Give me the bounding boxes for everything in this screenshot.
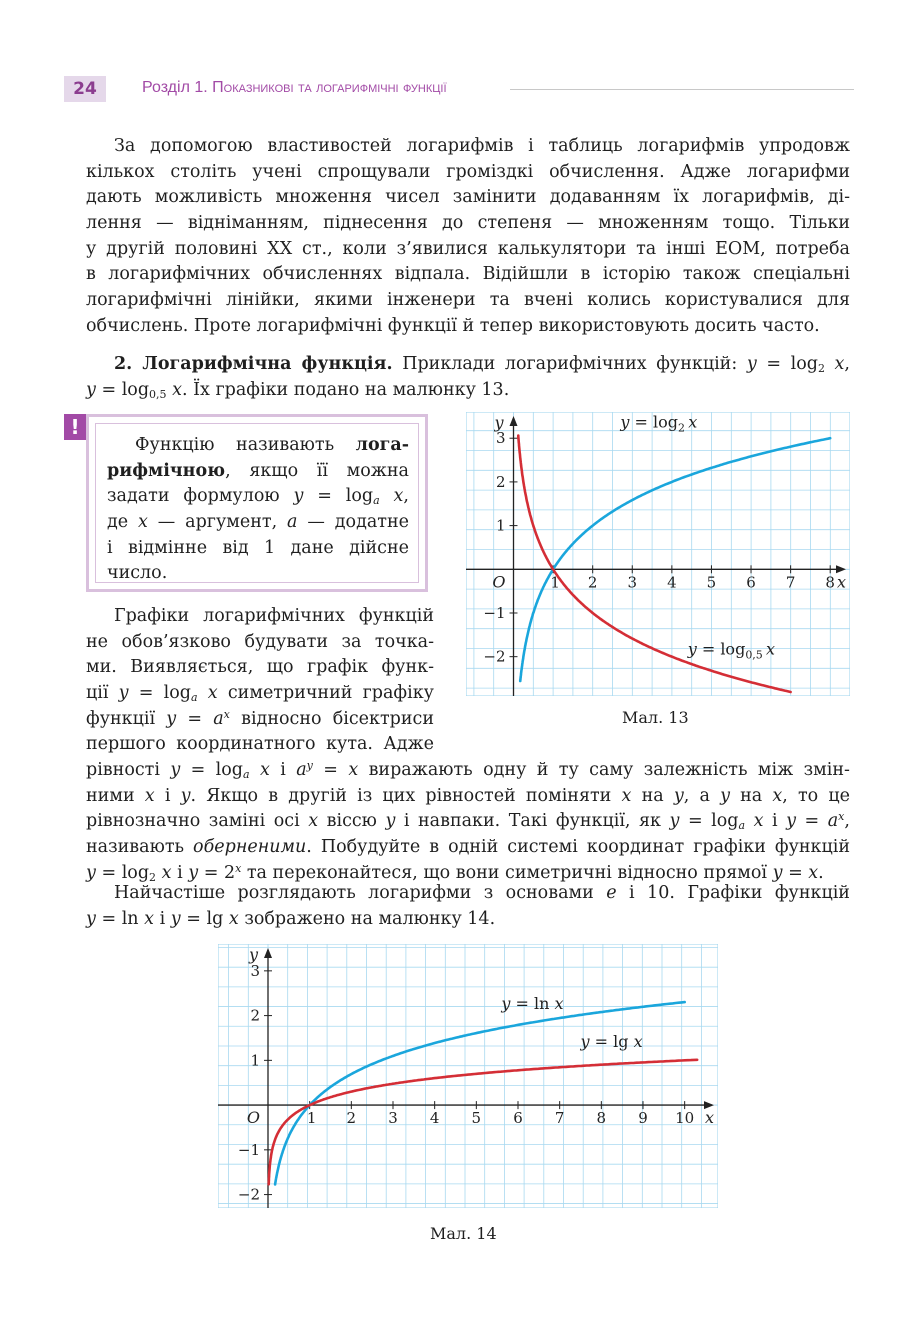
page-number: 24 [64,76,106,102]
text-fragment: Приклади логарифмічних функцій: [402,354,738,374]
y-tick-label: 1 [250,1051,260,1070]
math-num: 2 [223,862,236,883]
math-var: x [772,785,783,806]
math-var: y [669,811,680,832]
chapter-title [142,79,447,97]
math-var: y [166,708,177,729]
math-sup: y [306,759,313,772]
math-op: = [198,862,224,883]
paragraph-ln-lg [86,881,850,932]
x-tick-label: 4 [667,573,677,592]
text-line: першого координатного кута. Адже [86,734,434,755]
text-fragment: зображено на малюнку 14. [244,908,496,929]
text-fragment: на [641,785,664,806]
math-var: x [207,683,218,704]
math-var: x [348,760,359,780]
math-sub: 2 [149,870,157,884]
math-var: y [673,785,684,806]
math-sub: 2 [817,362,825,375]
y-tick-label: 3 [250,961,260,980]
text-line [86,907,850,933]
text-fragment: відносно бісектриси [241,708,434,729]
x-tick-label: 9 [638,1109,648,1128]
text-fragment: ції [86,683,109,704]
x-tick-label: 2 [587,573,598,592]
math-var: x [834,354,845,374]
math-var: y [170,908,181,929]
text-fragment: Функцію називають [135,435,335,455]
math-var: y [188,862,199,883]
math-fn: log [345,486,374,507]
math-var: y [118,683,129,704]
x-tick-label: 7 [554,1109,565,1128]
math-var: y [746,354,757,374]
paragraph-graphs-full [86,758,850,886]
math-sup: x [838,810,845,824]
math-sub: a [373,494,380,508]
text-line [86,835,850,861]
math-op: = [312,760,349,780]
text-line: у другій половині XX ст., коли з’явилися калькулятори та інші ЕОМ, потреба [86,238,850,259]
text-line [86,758,850,784]
text-fragment: де [107,512,129,533]
x-tick-label: 7 [785,573,796,592]
origin-label: O [246,1108,260,1128]
series-label: y = lg x [580,1031,643,1051]
y-axis-label: y [494,413,504,432]
math-op: = [176,708,214,729]
text-fragment: , а [683,785,710,806]
text-line: За допомогою властивостей логарифмів і таблиць логарифмів упродовж [114,136,850,156]
text-fragment: , то це [782,785,850,806]
y-tick-label: −2 [237,1185,260,1204]
text-line: задати формулою $y = \log_a x$, [107,486,409,508]
text-line [86,681,434,707]
x-tick-label: 6 [513,1109,523,1128]
y-tick-label: 2 [250,1006,260,1025]
x-axis-label: x [704,1108,714,1128]
y-tick-label: −1 [237,1140,260,1159]
text-fragment: — аргумент, [157,512,278,533]
origin-label: O [492,572,506,592]
text-line: і відмінне від 1 дане дійсне [107,537,409,558]
math-op: = [95,862,122,883]
math-var: x [621,785,632,806]
math-op: = [796,811,828,832]
math-var: y [86,908,96,929]
math-var: y [86,862,96,883]
text-fragment: і 10. Графіки функцій [629,883,850,903]
text-fragment: . Побудуйте в одній системі координат графіки функцій [306,837,850,858]
text-fragment: — додатне [307,512,409,533]
term: лога- [355,435,409,455]
math-var: y [180,785,191,806]
math-op: = [756,354,791,374]
text-fragment: називають [86,837,185,858]
text-fragment: і [280,760,286,780]
grid-frame [218,944,718,1208]
x-tick-label: 3 [627,573,638,592]
x-tick-label: 4 [429,1109,440,1128]
text-fragment: симетричний графіку [227,683,434,704]
text-fragment: і [159,908,166,929]
math-var: y [786,811,797,832]
figure-caption-14: Мал. 14 [430,1224,497,1243]
chapter-label: Розділ 1. [142,79,208,96]
math-var: x [393,486,404,507]
math-var: x [808,862,819,883]
header-rule [510,89,854,90]
definition-text [107,433,409,587]
text-fragment: на [740,785,763,806]
math-sup: x [223,707,230,721]
text-line [107,510,409,536]
math-var: x [161,862,172,883]
emphasis: оберненими [193,837,307,858]
math-var: y [293,486,304,507]
math-var: a [287,512,298,533]
text-line [86,707,434,733]
x-tick-label: 2 [346,1109,357,1128]
x-tick-label: 8 [596,1109,607,1128]
math-sup: x [235,861,242,875]
math-var: x [144,785,155,806]
text-line: кількох століть учені спрощували громіздкі обчислення. Адже логарифми [86,161,850,182]
chapter-name: Показникові та логарифмічні функції [212,79,447,96]
math-op: = [95,379,122,400]
text-fragment: . Якщо в другій із цих рівностей поміняти [190,785,612,806]
math-fn: log [121,862,150,883]
math-sub: a [738,819,746,833]
y-tick-label: 2 [495,472,506,491]
text-fragment: і навпаки. Такі функції, як [403,811,661,832]
text-line: логарифмічні лінійки, якими інженери та вчені колись користувалися для [86,290,850,311]
definition-box [86,414,428,592]
math-var: a [296,760,307,780]
text-line: 2. Логарифмічна функція. Приклади логарифмічних функцій: $y = \log_2 x$, [114,354,850,375]
math-sub: a [243,768,250,781]
math-var: y [86,379,96,400]
math-var: x [259,760,270,780]
y-tick-label: 3 [495,429,506,448]
x-tick-label: 1 [306,1109,317,1128]
text-line: лення — відніманням, піднесення до степеня — множенням тощо. Тільки [86,213,850,234]
attention-icon: ! [64,414,86,440]
math-var: x [228,908,239,929]
text-fragment: Найчастіше розглядають логарифми з основами [114,883,594,903]
text-fragment: рівності [86,760,160,780]
math-sub: a [191,691,198,705]
math-var: x [144,908,155,929]
math-op: = [679,811,712,832]
math-var: a [827,811,839,832]
text-fragment: і [164,785,171,806]
math-var: y [170,760,181,780]
text-fragment: ними [86,785,135,806]
math-var: y [720,785,730,806]
text-line: число. [107,563,168,584]
math-fn: log [121,379,150,400]
x-tick-label: 10 [675,1109,695,1128]
math-var: x [172,379,182,400]
math-var: x [138,512,148,533]
math-op: = [95,908,122,929]
math-var: y [385,811,396,832]
math-fn: log [163,683,191,704]
text-fragment: , якщо її можна [225,460,409,481]
page-header [64,76,854,102]
text-fragment: задати формулою [107,486,280,507]
math-var: x [308,811,319,832]
paragraph-graphs-left [86,604,434,758]
series-label: $y = \log_2 x$ [620,412,698,435]
math-fn: ln [121,908,139,929]
math-fn: log [711,811,739,832]
y-tick-label: −2 [483,647,506,666]
y-tick-label: 1 [495,516,506,535]
term: рифмічною [107,460,226,481]
chart-fig13 [466,412,850,696]
paragraph-intro [86,134,850,340]
text-line [107,433,409,459]
x-tick-label: 5 [471,1109,482,1128]
text-line: в логарифмічних обчисленнях відпала. Відійшли в історію також спеціальні [86,264,850,285]
text-fragment: та переконайтеся, що вони симетричні відносно прямої [246,862,768,883]
x-tick-label: 6 [746,573,756,592]
text-fragment: виражають одну й ту саму залежність між змін- [368,760,850,780]
text-fragment: і [771,811,778,832]
text-line: Графіки логарифмічних функцій [114,606,434,626]
text-line: $y = \log_{0,5} x$. Їх графіки подано на малюнку 13. [86,379,510,401]
math-fn: log [790,354,818,374]
text-line [107,459,409,485]
text-fragment: рівнозначно заміні осі [86,811,300,832]
x-tick-label: 3 [388,1109,398,1128]
math-op: = [782,862,809,883]
section-heading: 2. Логарифмічна функція. [114,354,393,374]
text-fragment: віссю [326,811,377,832]
math-sub: 0,5 [149,387,167,401]
math-var: y [772,862,783,883]
x-tick-label: 5 [706,573,717,592]
text-line: рівнозначно заміні осі x віссю y і навпаки. Такі функції, як $y = \log_a x$ і $y = a^x$, [86,810,850,833]
math-op: = [180,760,216,780]
x-tick-label: 8 [825,573,835,592]
text-line: дають можливість множення чисел замінити додаванням їх логарифмів, ді- [86,187,850,208]
series-label: y = ln x [501,993,564,1013]
x-axis-label: x [836,572,846,592]
text-line: ми. Виявляється, що графік функ- [86,657,434,678]
math-op: = [180,908,207,929]
text-line [86,784,850,810]
text-fragment: функції [86,708,156,729]
text-fragment: і [177,862,183,883]
text-fragment: Їх графіки подано на малюнку 13. [193,379,510,400]
figure-caption-13: Мал. 13 [622,708,689,727]
math-var: x [753,811,764,832]
series-label: $y = \log_{0,5} x$ [687,639,776,662]
text-line: обчислень. Проте логарифмічні функції й тепер використовують досить часто. [86,315,820,336]
section-2-paragraph [86,352,850,403]
math-fn: log [215,760,243,780]
y-axis-label: y [248,945,258,964]
math-op: = [128,683,164,704]
x-tick-label: 1 [550,573,560,592]
math-op: = [303,486,346,507]
text-line: не обов’язково будувати за точка- [86,631,434,652]
text-line [86,881,850,907]
math-var: e [606,883,617,903]
math-var: a [213,708,224,729]
chart-fig14 [218,944,718,1208]
math-fn: lg [206,908,224,929]
y-tick-label: −1 [483,603,506,622]
text-line: $y = \log_2 x$ і $y = 2^x$ та переконайтеся, що вони симетричні відносно прямої y = x. [86,861,824,884]
